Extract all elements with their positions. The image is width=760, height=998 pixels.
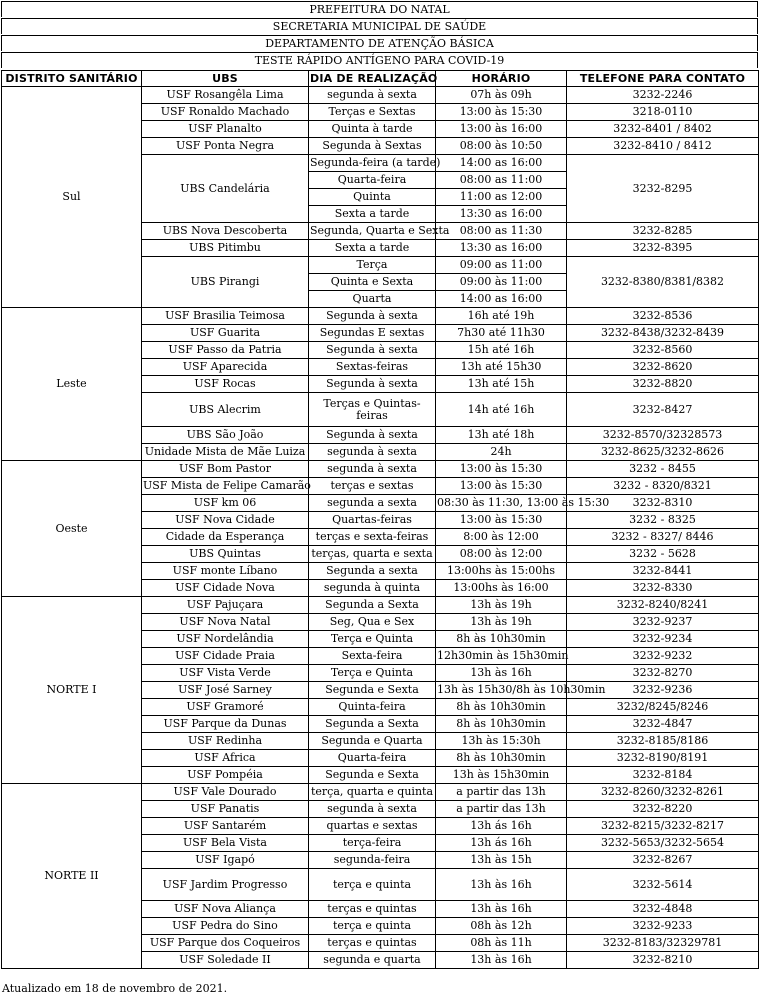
unit-name-cell: USF Africa (142, 750, 309, 767)
time-cell: 13h até 18h (436, 427, 567, 444)
day-cell: Sextas-feiras (309, 359, 436, 376)
phone-cell: 3232-4847 (567, 716, 759, 733)
column-header-time: HORÁRIO (436, 71, 567, 87)
day-cell: Segunda à sexta (309, 308, 436, 325)
table-row (2, 87, 759, 104)
day-cell: Segunda à Sextas (309, 138, 436, 155)
day-cell: Quinta e Sexta (309, 274, 436, 291)
day-cell: segunda e quarta (309, 952, 436, 969)
table-row (2, 308, 759, 325)
table-header-row (2, 71, 759, 87)
phone-cell: 3232-8395 (567, 240, 759, 257)
unit-name-cell: USF Jardim Progresso (142, 869, 309, 901)
phone-cell: 3232-8625/3232-8626 (567, 444, 759, 461)
day-cell: Sexta-feira (309, 648, 436, 665)
time-cell: 13h ás 16h (436, 818, 567, 835)
day-cell: Segunda a sexta (309, 563, 436, 580)
unit-name-cell: USF Nova Aliança (142, 901, 309, 918)
day-cell: Quinta (309, 189, 436, 206)
phone-cell: 3232-8190/8191 (567, 750, 759, 767)
unit-name-cell: USF Pompéia (142, 767, 309, 784)
day-cell: segunda-feira (309, 852, 436, 869)
unit-name-cell: USF Nova Natal (142, 614, 309, 631)
day-cell: Segundas E sextas (309, 325, 436, 342)
phone-cell: 3232-8820 (567, 376, 759, 393)
district-cell: NORTE I (2, 597, 142, 784)
unit-name-cell: UBS Nova Descoberta (142, 223, 309, 240)
phone-cell: 3232-5653/3232-5654 (567, 835, 759, 852)
day-cell: Quinta à tarde (309, 121, 436, 138)
time-cell: 8h às 10h30min (436, 750, 567, 767)
unit-name-cell: Unidade Mista de Mãe Luiza (142, 444, 309, 461)
district-cell: Oeste (2, 461, 142, 597)
phone-cell: 3232-8260/3232-8261 (567, 784, 759, 801)
time-cell: 12h30min às 15h30min (436, 648, 567, 665)
time-cell: 08:00 as 11:30 (436, 223, 567, 240)
header-line-1: PREFEITURA DO NATAL (1, 1, 758, 17)
time-cell: 13:30 as 16:00 (436, 240, 567, 257)
time-cell: a partir das 13h (436, 801, 567, 818)
day-cell: segunda à sexta (309, 444, 436, 461)
unit-name-cell: UBS Pirangi (142, 257, 309, 308)
unit-name-cell: USF Planalto (142, 121, 309, 138)
time-cell: 13:00 às 15:30 (436, 478, 567, 495)
day-cell: Segunda e Quarta (309, 733, 436, 750)
phone-cell: 3232-8184 (567, 767, 759, 784)
time-cell: 16h até 19h (436, 308, 567, 325)
day-cell: terças e sextas (309, 478, 436, 495)
unit-name-cell: USF Gramoré (142, 699, 309, 716)
phone-cell: 3232-9236 (567, 682, 759, 699)
time-cell: 24h (436, 444, 567, 461)
time-cell: 15h até 16h (436, 342, 567, 359)
column-header-ubs: UBS (142, 71, 309, 87)
header-line-2: SECRETARIA MUNICIPAL DE SAÚDE (1, 18, 758, 34)
time-cell: 13h às 16h (436, 665, 567, 682)
unit-name-cell: USF Guarita (142, 325, 309, 342)
day-cell: Quarta-feira (309, 750, 436, 767)
phone-cell: 3232-8401 / 8402 (567, 121, 759, 138)
phone-cell: 3232 - 8327/ 8446 (567, 529, 759, 546)
time-cell: 08:00 as 11:00 (436, 172, 567, 189)
phone-cell: 3232-2246 (567, 87, 759, 104)
day-cell: Quinta-feira (309, 699, 436, 716)
day-cell: Quarta-feira (309, 172, 436, 189)
phone-cell: 3232-8183/32329781 (567, 935, 759, 952)
day-cell: segunda à sexta (309, 461, 436, 478)
unit-name-cell: USF Soledade II (142, 952, 309, 969)
unit-name-cell: USF Parque dos Coqueiros (142, 935, 309, 952)
time-cell: 08:00 às 12:00 (436, 546, 567, 563)
phone-cell: 3232-8240/8241 (567, 597, 759, 614)
time-cell: 08h às 11h (436, 935, 567, 952)
day-cell: Segunda à sexta (309, 342, 436, 359)
phone-cell: 3232-8215/3232-8217 (567, 818, 759, 835)
phone-cell: 3232-9237 (567, 614, 759, 631)
unit-name-cell: Cidade da Esperança (142, 529, 309, 546)
time-cell: 13:00hs às 16:00 (436, 580, 567, 597)
time-cell: 11:00 as 12:00 (436, 189, 567, 206)
time-cell: 7h30 até 11h30 (436, 325, 567, 342)
phone-cell: 3232-8285 (567, 223, 759, 240)
unit-name-cell: USF km 06 (142, 495, 309, 512)
time-cell: 13h às 15:30h (436, 733, 567, 750)
phone-cell: 3232-8185/8186 (567, 733, 759, 750)
column-header-district: DISTRITO SANITÁRIO (2, 71, 142, 87)
time-cell: 13h até 15h (436, 376, 567, 393)
phone-cell: 3232-9232 (567, 648, 759, 665)
unit-name-cell: USF Parque da Dunas (142, 716, 309, 733)
time-cell: 13h às 16h (436, 952, 567, 969)
day-cell: Sexta a tarde (309, 240, 436, 257)
unit-name-cell: USF Santarém (142, 818, 309, 835)
phone-cell: 3232-8210 (567, 952, 759, 969)
unit-name-cell: USF Passo da Patria (142, 342, 309, 359)
unit-name-cell: USF Vista Verde (142, 665, 309, 682)
header-line-3: DEPARTAMENTO DE ATENÇÃO BÁSICA (1, 35, 758, 51)
day-cell: Quartas-feiras (309, 512, 436, 529)
day-cell: terças e quintas (309, 901, 436, 918)
day-cell: terças e sexta-feiras (309, 529, 436, 546)
time-cell: 08:30 às 11:30, 13:00 às 15:30 (436, 495, 567, 512)
unit-name-cell: USF Pajuçara (142, 597, 309, 614)
day-cell: segunda a sexta (309, 495, 436, 512)
phone-cell: 3232-8536 (567, 308, 759, 325)
phone-cell: 3232-8570/32328573 (567, 427, 759, 444)
table-row (2, 461, 759, 478)
time-cell: 13:00 às 15:30 (436, 104, 567, 121)
table-row (2, 784, 759, 801)
district-cell: Sul (2, 87, 142, 308)
time-cell: 13h às 15h30min (436, 767, 567, 784)
unit-name-cell: USF Brasilia Teimosa (142, 308, 309, 325)
unit-name-cell: USF Pedra do Sino (142, 918, 309, 935)
phone-cell: 3232-8441 (567, 563, 759, 580)
day-cell: segunda à quinta (309, 580, 436, 597)
phone-cell: 3232-4848 (567, 901, 759, 918)
time-cell: 13h ás 16h (436, 835, 567, 852)
unit-name-cell: USF Panatis (142, 801, 309, 818)
unit-name-cell: USF Cidade Praia (142, 648, 309, 665)
unit-name-cell: USF Redinha (142, 733, 309, 750)
unit-name-cell: USF Rosangêla Lima (142, 87, 309, 104)
time-cell: 08h às 12h (436, 918, 567, 935)
time-cell: 8:00 às 12:00 (436, 529, 567, 546)
time-cell: 14:00 as 16:00 (436, 155, 567, 172)
day-cell: terça e quinta (309, 869, 436, 901)
time-cell: 08:00 às 10:50 (436, 138, 567, 155)
phone-cell: 3232-8380/8381/8382 (567, 257, 759, 308)
unit-name-cell: USF Ponta Negra (142, 138, 309, 155)
day-cell: Segunda e Sexta (309, 682, 436, 699)
day-cell: Segunda à sexta (309, 427, 436, 444)
unit-name-cell: USF Bela Vista (142, 835, 309, 852)
time-cell: 8h às 10h30min (436, 699, 567, 716)
time-cell: 13h às 19h (436, 597, 567, 614)
unit-name-cell: USF Cidade Nova (142, 580, 309, 597)
unit-name-cell: USF Igapó (142, 852, 309, 869)
phone-cell: 3232 - 8320/8321 (567, 478, 759, 495)
column-header-phone: TELEFONE PARA CONTATO (567, 71, 759, 87)
day-cell: Segunda a Sexta (309, 597, 436, 614)
updated-note: Atualizado em 18 de novembro de 2021. (2, 982, 228, 995)
phone-cell: 3232-8295 (567, 155, 759, 223)
phone-cell: 3232-9234 (567, 631, 759, 648)
time-cell: 13h às 15h (436, 852, 567, 869)
unit-name-cell: USF Bom Pastor (142, 461, 309, 478)
phone-cell: 3232-8410 / 8412 (567, 138, 759, 155)
day-cell: Seg, Qua e Sex (309, 614, 436, 631)
phone-cell: 3232 - 5628 (567, 546, 759, 563)
time-cell: 13h às 16h (436, 901, 567, 918)
schedule-table (1, 70, 759, 969)
phone-cell: 3232 - 8325 (567, 512, 759, 529)
day-cell: Terças e Sextas (309, 104, 436, 121)
time-cell: 8h às 10h30min (436, 631, 567, 648)
phone-cell: 3232-8560 (567, 342, 759, 359)
column-header-day: DIA DE REALIZAÇÃO (310, 71, 438, 85)
unit-name-cell: USF Vale Dourado (142, 784, 309, 801)
phone-cell: 3232-8427 (567, 393, 759, 427)
day-cell: Segunda e Sexta (309, 767, 436, 784)
table-row (2, 597, 759, 614)
phone-cell: 3232-8438/3232-8439 (567, 325, 759, 342)
unit-name-cell: UBS São João (142, 427, 309, 444)
time-cell: 09:00 as 11:00 (436, 257, 567, 274)
day-cell: terça e quinta (309, 918, 436, 935)
unit-name-cell: UBS Pitimbu (142, 240, 309, 257)
day-cell: Quarta (309, 291, 436, 308)
phone-cell: 3232 - 8455 (567, 461, 759, 478)
day-cell: Sexta a tarde (309, 206, 436, 223)
day-cell: quartas e sextas (309, 818, 436, 835)
unit-name-cell: UBS Candelária (142, 155, 309, 223)
time-cell: 13:00 às 15:30 (436, 512, 567, 529)
time-cell: a partir das 13h (436, 784, 567, 801)
day-cell: segunda à sexta (309, 801, 436, 818)
header-line-4: TESTE RÁPIDO ANTÍGENO PARA COVID-19 (1, 52, 758, 68)
day-cell: Terças e Quintas-feiras (309, 393, 436, 427)
day-cell: terça-feira (309, 835, 436, 852)
day-cell: terças e quintas (309, 935, 436, 952)
unit-name-cell: USF monte Líbano (142, 563, 309, 580)
day-cell: Terça e Quinta (309, 631, 436, 648)
time-cell: 13:00 às 16:00 (436, 121, 567, 138)
phone-cell: 3232-8270 (567, 665, 759, 682)
unit-name-cell: USF José Sarney (142, 682, 309, 699)
time-cell: 14:00 as 16:00 (436, 291, 567, 308)
phone-cell: 3232-8220 (567, 801, 759, 818)
day-cell: Segunda à sexta (309, 376, 436, 393)
time-cell: 13h às 15h30/8h às 10h30min (436, 682, 567, 699)
phone-cell: 3218-0110 (567, 104, 759, 121)
time-cell: 13h às 19h (436, 614, 567, 631)
time-cell: 13h até 15h30 (436, 359, 567, 376)
district-cell: NORTE II (2, 784, 142, 969)
time-cell: 13:00hs às 15:00hs (436, 563, 567, 580)
day-cell: terça, quarta e quinta (309, 784, 436, 801)
phone-cell: 3232/8245/8246 (567, 699, 759, 716)
unit-name-cell: USF Aparecida (142, 359, 309, 376)
time-cell: 09:00 às 11:00 (436, 274, 567, 291)
day-cell: Terça (309, 257, 436, 274)
time-cell: 13:30 as 16:00 (436, 206, 567, 223)
unit-name-cell: USF Nordelândia (142, 631, 309, 648)
phone-cell: 3232-9233 (567, 918, 759, 935)
day-cell: segunda à sexta (309, 87, 436, 104)
phone-cell: 3232-5614 (567, 869, 759, 901)
phone-cell: 3232-8267 (567, 852, 759, 869)
unit-name-cell: USF Mista de Felipe Camarão (142, 478, 309, 495)
time-cell: 14h até 16h (436, 393, 567, 427)
day-cell: Segunda-feira (a tarde) (309, 155, 436, 172)
time-cell: 07h às 09h (436, 87, 567, 104)
day-cell: Terça e Quinta (309, 665, 436, 682)
phone-cell: 3232-8620 (567, 359, 759, 376)
day-cell: terças, quarta e sexta (309, 546, 436, 563)
time-cell: 8h às 10h30min (436, 716, 567, 733)
district-cell: Leste (2, 308, 142, 461)
time-cell: 13h às 16h (436, 869, 567, 901)
unit-name-cell: USF Rocas (142, 376, 309, 393)
day-cell: Segunda, Quarta e Sexta (309, 223, 436, 240)
unit-name-cell: USF Nova Cidade (142, 512, 309, 529)
unit-name-cell: UBS Quintas (142, 546, 309, 563)
phone-cell: 3232-8310 (567, 495, 759, 512)
phone-cell: 3232-8330 (567, 580, 759, 597)
time-cell: 13:00 às 15:30 (436, 461, 567, 478)
unit-name-cell: USF Ronaldo Machado (142, 104, 309, 121)
unit-name-cell: UBS Alecrim (142, 393, 309, 427)
day-cell: Segunda a Sexta (309, 716, 436, 733)
table-body (2, 87, 759, 969)
